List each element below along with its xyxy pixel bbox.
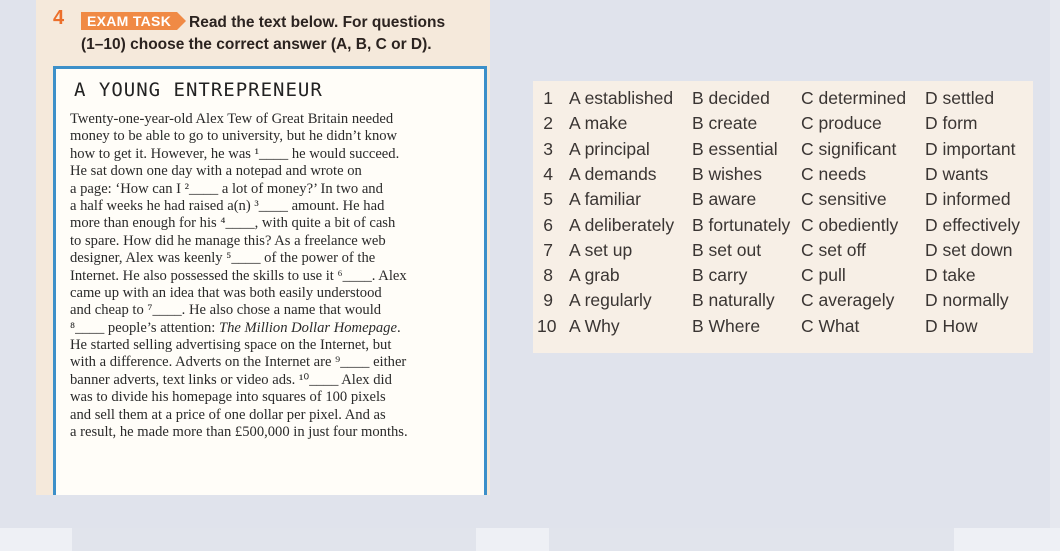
option-b[interactable]: B naturally bbox=[692, 290, 775, 311]
passage-line: was to divide his homepage into squares of 100 pixels bbox=[70, 389, 386, 406]
option-c[interactable]: C needs bbox=[801, 163, 867, 184]
option-row bbox=[533, 164, 1033, 189]
bottom-tab-right[interactable] bbox=[549, 528, 954, 551]
option-a[interactable]: A Why bbox=[569, 315, 620, 336]
option-a[interactable]: A deliberately bbox=[569, 214, 675, 235]
option-c[interactable]: C pull bbox=[801, 265, 846, 286]
reading-text-box bbox=[53, 66, 487, 495]
passage-line: a page: ‘How can I ²____ a lot of money?’ In two and bbox=[70, 180, 383, 197]
passage-line: He started selling advertising space on the Internet, but bbox=[70, 337, 392, 354]
passage-line: ⁸____ people’s attention: The Million Dollar Homepage. bbox=[70, 319, 401, 336]
option-row bbox=[533, 240, 1033, 265]
option-a[interactable]: A demands bbox=[569, 163, 657, 184]
passage-line: He sat down one day with a notepad and wrote on bbox=[70, 163, 362, 180]
option-c[interactable]: C determined bbox=[801, 88, 907, 108]
passage-line: and cheap to ⁷____. He also chose a name that would bbox=[70, 302, 382, 319]
passage-line: with a difference. Adverts on the Internet are ⁹____ either bbox=[70, 354, 407, 371]
option-c[interactable]: C What bbox=[801, 315, 860, 336]
option-row bbox=[533, 316, 1033, 341]
option-c[interactable]: C significant bbox=[801, 138, 897, 159]
passage-line: came up with an idea that was both easily understood bbox=[70, 284, 382, 301]
option-a[interactable]: A established bbox=[569, 88, 674, 108]
question-number: 9 bbox=[543, 290, 553, 311]
instruction-line-1: Read the text below. For questions bbox=[189, 14, 446, 31]
option-d[interactable]: D effectively bbox=[925, 214, 1020, 235]
option-row bbox=[533, 88, 1033, 113]
option-d[interactable]: D normally bbox=[925, 290, 1009, 311]
option-c[interactable]: C produce bbox=[801, 113, 882, 134]
option-a[interactable]: A make bbox=[569, 113, 628, 134]
question-number: 5 bbox=[543, 189, 553, 210]
option-a[interactable]: A set up bbox=[569, 239, 633, 260]
passage-line: how to get it. However, he was ¹____ he would succeed. bbox=[70, 145, 400, 162]
option-b[interactable]: B decided bbox=[692, 88, 770, 108]
task-number: 4 bbox=[53, 7, 65, 29]
textbook-page bbox=[36, 0, 490, 495]
option-d[interactable]: D How bbox=[925, 315, 978, 336]
option-row bbox=[533, 290, 1033, 315]
exam-task-badge: EXAM TASK bbox=[81, 12, 177, 30]
option-a[interactable]: A grab bbox=[569, 265, 620, 286]
option-row bbox=[533, 113, 1033, 138]
option-d[interactable]: D set down bbox=[925, 239, 1013, 260]
passage-line: Twenty-one-year-old Alex Tew of Great Britain needed bbox=[70, 111, 394, 127]
passage-line: banner adverts, text links or video ads. ¹⁰____ Alex did bbox=[70, 371, 392, 388]
passage-line: to spare. How did he manage this? As a freelance web bbox=[70, 232, 386, 249]
question-number: 4 bbox=[543, 163, 553, 184]
option-b[interactable]: B fortunately bbox=[692, 214, 791, 235]
option-c[interactable]: C set off bbox=[801, 239, 866, 260]
passage-line: a result, he made more than £500,000 in just four months. bbox=[70, 424, 408, 441]
option-d[interactable]: D take bbox=[925, 265, 976, 286]
instruction-line-2: (1–10) choose the correct answer (A, B, C or D). bbox=[81, 36, 432, 53]
question-number: 10 bbox=[537, 315, 557, 336]
option-d[interactable]: D important bbox=[925, 138, 1016, 159]
question-number: 7 bbox=[543, 239, 553, 260]
question-number: 1 bbox=[543, 88, 553, 108]
option-b[interactable]: B aware bbox=[692, 189, 757, 210]
passage-line: more than enough for his ⁴____, with quite a bit of cash bbox=[70, 215, 396, 232]
option-b[interactable]: B carry bbox=[692, 265, 748, 286]
question-number: 2 bbox=[543, 113, 553, 134]
passage-line: and sell them at a price of one dollar per pixel. And as bbox=[70, 406, 386, 423]
option-b[interactable]: B set out bbox=[692, 239, 762, 260]
option-b[interactable]: B essential bbox=[692, 138, 778, 159]
question-number: 6 bbox=[543, 214, 553, 235]
passage-line: a half weeks he had raised a(n) ³____ amount. He had bbox=[70, 197, 385, 214]
option-row bbox=[533, 215, 1033, 240]
viewer-edge bbox=[1050, 0, 1060, 528]
answer-options-card bbox=[533, 81, 1033, 353]
question-number: 8 bbox=[543, 265, 553, 286]
option-row bbox=[533, 265, 1033, 290]
passage-line: Internet. He also possessed the skills to use it ⁶____. Alex bbox=[70, 267, 407, 284]
option-c[interactable]: C averagely bbox=[801, 290, 895, 311]
option-d[interactable]: D wants bbox=[925, 163, 989, 184]
option-b[interactable]: B create bbox=[692, 113, 758, 134]
option-c[interactable]: C obediently bbox=[801, 214, 899, 235]
option-a[interactable]: A familiar bbox=[569, 189, 641, 210]
option-row bbox=[533, 189, 1033, 214]
option-d[interactable]: D form bbox=[925, 113, 978, 134]
bottom-tab-left[interactable] bbox=[72, 528, 476, 551]
option-d[interactable]: D settled bbox=[925, 88, 995, 108]
option-a[interactable]: A principal bbox=[569, 138, 650, 159]
reading-passage bbox=[70, 111, 480, 441]
option-d[interactable]: D informed bbox=[925, 189, 1011, 210]
passage-line: designer, Alex was keenly ⁵____ of the power of the bbox=[70, 250, 376, 267]
option-b[interactable]: B wishes bbox=[692, 163, 763, 184]
option-row bbox=[533, 139, 1033, 164]
text-title: A YOUNG ENTREPRENEUR bbox=[74, 79, 323, 101]
option-a[interactable]: A regularly bbox=[569, 290, 652, 311]
option-b[interactable]: B Where bbox=[692, 315, 761, 336]
passage-line: money to be able to go to university, but he didn’t know bbox=[70, 128, 398, 145]
question-number: 3 bbox=[543, 138, 553, 159]
option-c[interactable]: C sensitive bbox=[801, 189, 887, 210]
